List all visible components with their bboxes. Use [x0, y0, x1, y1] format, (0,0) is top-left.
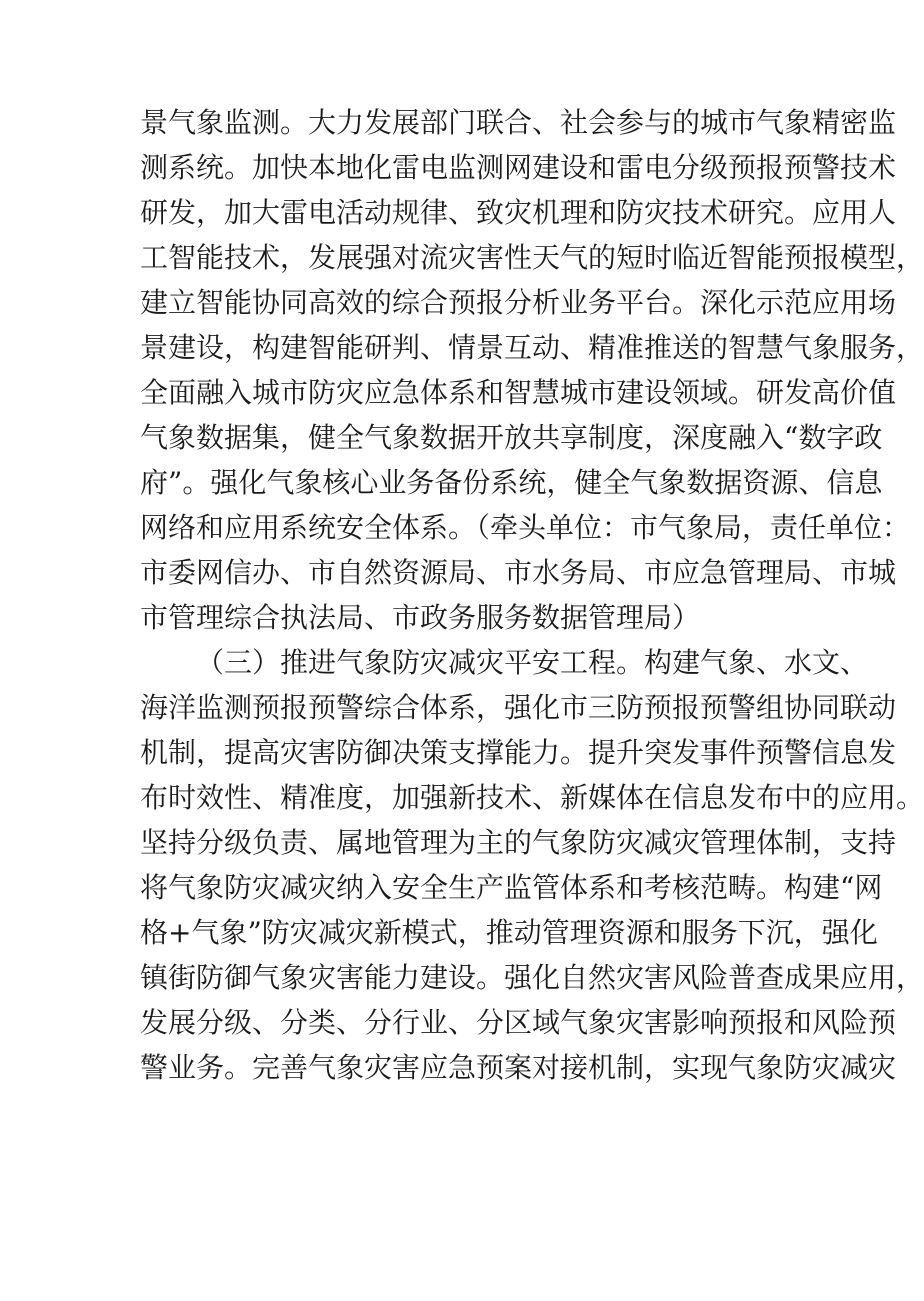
text-line: 警业务。完善气象灾害应急预案对接机制，实现气象防灾减灾 — [140, 1051, 897, 1084]
text-line: 工智能技术，发展强对流灾害性天气的短时临近智能预报模型， — [140, 241, 924, 274]
text-line: 发展分级、分类、分行业、分区域气象灾害影响预报和风险预 — [140, 1006, 897, 1039]
paragraph-1 — [140, 100, 924, 640]
text-line: 将气象防灾减灾纳入安全生产监管体系和考核范畴。构建“网 — [140, 871, 883, 904]
text-line: 气象数据集，健全气象数据开放共享制度，深度融入“数字政 — [140, 421, 883, 454]
text-line: 布时效性、精准度，加强新技术、新媒体在信息发布中的应用。 — [140, 781, 924, 814]
paragraph-2 — [140, 640, 924, 1090]
text-line: 机制，提高灾害防御决策支撑能力。提升突发事件预警信息发 — [140, 736, 897, 769]
text-line: 网络和应用系统安全体系。（牵头单位：市气象局，责任单位： — [140, 511, 911, 544]
text-line: 镇街防御气象灾害能力建设。强化自然灾害风险普查成果应用， — [140, 961, 924, 994]
text-line: 建立智能协同高效的综合预报分析业务平台。深化示范应用场 — [140, 286, 897, 319]
text-line: 景气象监测。大力发展部门联合、社会参与的城市气象精密监 — [140, 106, 897, 139]
document-body — [140, 100, 924, 1090]
text-line: 测系统。加快本地化雷电监测网建设和雷电分级预报预警技术 — [140, 151, 897, 184]
text-line: 景建设，构建智能研判、情景互动、精准推送的智慧气象服务， — [140, 331, 924, 364]
text-line: 市管理综合执法局、市政务服务数据管理局） — [140, 601, 701, 634]
text-line: 坚持分级负责、属地管理为主的气象防灾减灾管理体制，支持 — [140, 826, 897, 859]
text-line: 府”。强化气象核心业务备份系统，健全气象数据资源、信息 — [140, 466, 883, 499]
section-heading-line: （三）推进气象防灾减灾平安工程。构建气象、水文、 — [196, 646, 869, 679]
text-line: 全面融入城市防灾应急体系和智慧城市建设领域。研发高价值 — [140, 376, 897, 409]
text-line: 市委网信办、市自然资源局、市水务局、市应急管理局、市城 — [140, 556, 897, 589]
text-line: 海洋监测预报预警综合体系，强化市三防预报预警组协同联动 — [140, 691, 897, 724]
text-line: 格+气象”防灾减灾新模式，推动管理资源和服务下沉，强化 — [140, 916, 878, 949]
text-line: 研发，加大雷电活动规律、致灾机理和防灾技术研究。应用人 — [140, 196, 897, 229]
